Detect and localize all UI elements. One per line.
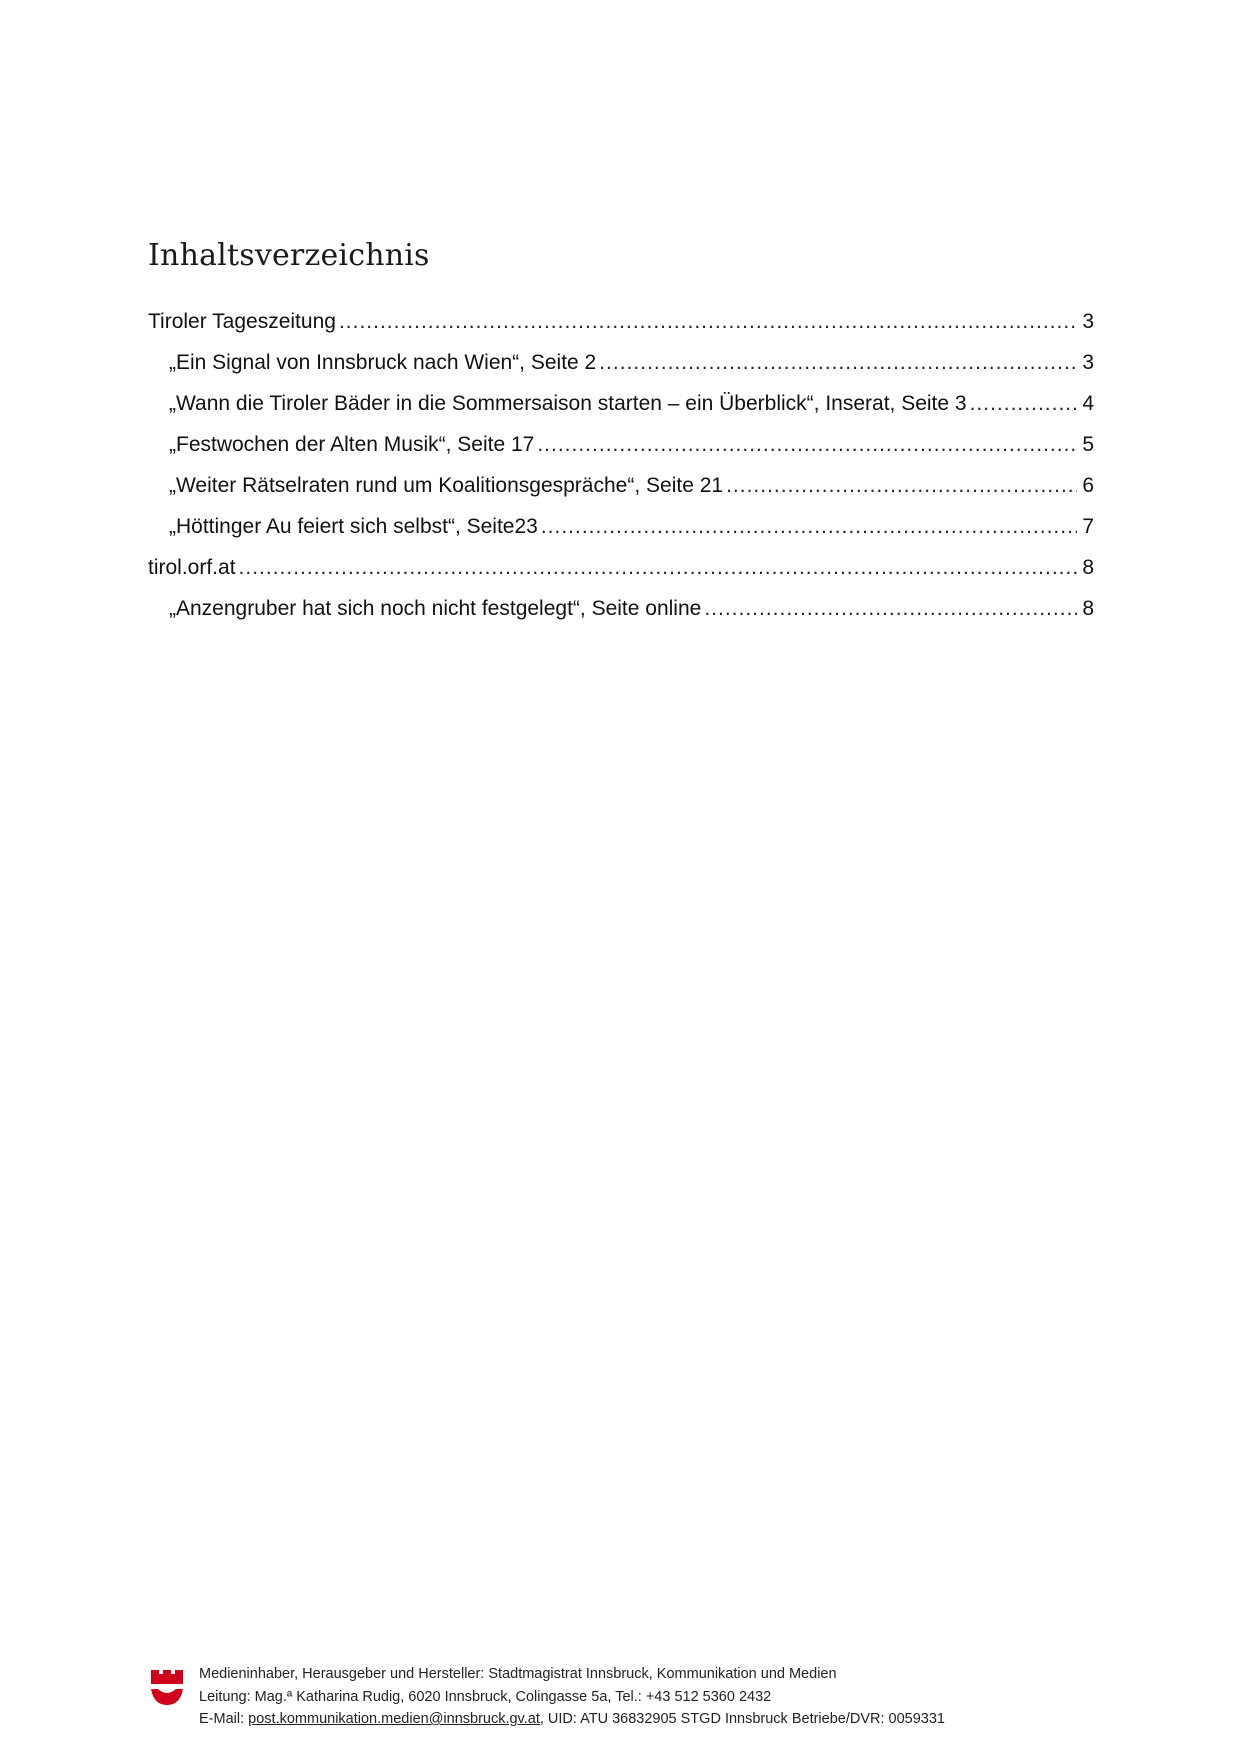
innsbruck-city-logo-icon bbox=[150, 1667, 184, 1707]
toc-entry[interactable] bbox=[148, 345, 1094, 386]
toc-entry-title: „Ein Signal von Innsbruck nach Wien“, Seite 2 bbox=[169, 351, 597, 374]
toc-entry-page: 8 bbox=[1082, 556, 1094, 579]
toc-entry[interactable] bbox=[148, 468, 1094, 509]
toc-entry[interactable] bbox=[148, 304, 1094, 345]
toc-entry[interactable] bbox=[148, 427, 1094, 468]
toc-entry[interactable] bbox=[148, 550, 1094, 591]
toc-entry-page: 3 bbox=[1082, 351, 1094, 374]
toc-entry-title: Tiroler Tageszeitung bbox=[148, 310, 336, 333]
toc-dot-leader bbox=[239, 550, 1077, 586]
toc-entry-page: 8 bbox=[1082, 597, 1094, 620]
toc-dot-leader bbox=[970, 386, 1077, 422]
footer-imprint bbox=[199, 1663, 945, 1731]
footer-line-management: Leitung: Mag.ª Katharina Rudig, 6020 Innsbruck, Colingasse 5a, Tel.: +43 512 5360 2432 bbox=[199, 1688, 772, 1705]
page-footer bbox=[150, 1663, 1110, 1733]
logo-top-shape bbox=[151, 1670, 183, 1684]
toc-heading: Inhaltsverzeichnis bbox=[148, 238, 430, 273]
toc-entry-page: 7 bbox=[1082, 515, 1094, 538]
footer-email-link[interactable]: post.kommunikation.medien@innsbruck.gv.at bbox=[248, 1711, 540, 1727]
toc-entry[interactable] bbox=[148, 591, 1094, 632]
toc-dot-leader bbox=[726, 468, 1077, 504]
table-of-contents bbox=[148, 304, 1094, 632]
logo-bottom-shape bbox=[151, 1689, 183, 1705]
footer-line-publisher: Medieninhaber, Herausgeber und Hersteller: Stadtmagistrat Innsbruck, Kommunikation und Medien bbox=[199, 1666, 837, 1682]
footer-registration-info: , UID: ATU 36832905 STGD Innsbruck Betriebe/DVR: 0059331 bbox=[539, 1711, 945, 1727]
toc-entry-title: „Wann die Tiroler Bäder in die Sommersaison starten – ein Überblick“, Inserat, Seite 3 bbox=[169, 392, 967, 415]
toc-dot-leader bbox=[537, 427, 1077, 463]
footer-line-contact bbox=[199, 1708, 945, 1731]
toc-dot-leader bbox=[704, 591, 1077, 627]
toc-entry-title: „Festwochen der Alten Musik“, Seite 17 bbox=[169, 433, 535, 456]
toc-entry-title: „Anzengruber hat sich noch nicht festgelegt“, Seite online bbox=[169, 597, 702, 620]
toc-entry-title: „Höttinger Au feiert sich selbst“, Seite23 bbox=[169, 515, 538, 538]
toc-entry-title: tirol.orf.at bbox=[148, 556, 236, 579]
toc-entry-title: „Weiter Rätselraten rund um Koalitionsgespräche“, Seite 21 bbox=[169, 474, 724, 497]
toc-entry-page: 6 bbox=[1082, 474, 1094, 497]
toc-entry[interactable] bbox=[148, 509, 1094, 550]
toc-dot-leader bbox=[599, 345, 1077, 381]
toc-dot-leader bbox=[339, 304, 1077, 340]
footer-email-label: E-Mail: bbox=[199, 1711, 249, 1727]
toc-entry[interactable] bbox=[148, 386, 1094, 427]
toc-dot-leader bbox=[541, 509, 1077, 545]
toc-entry-page: 4 bbox=[1082, 392, 1094, 415]
toc-entry-page: 3 bbox=[1082, 310, 1094, 333]
toc-entry-page: 5 bbox=[1082, 433, 1094, 456]
